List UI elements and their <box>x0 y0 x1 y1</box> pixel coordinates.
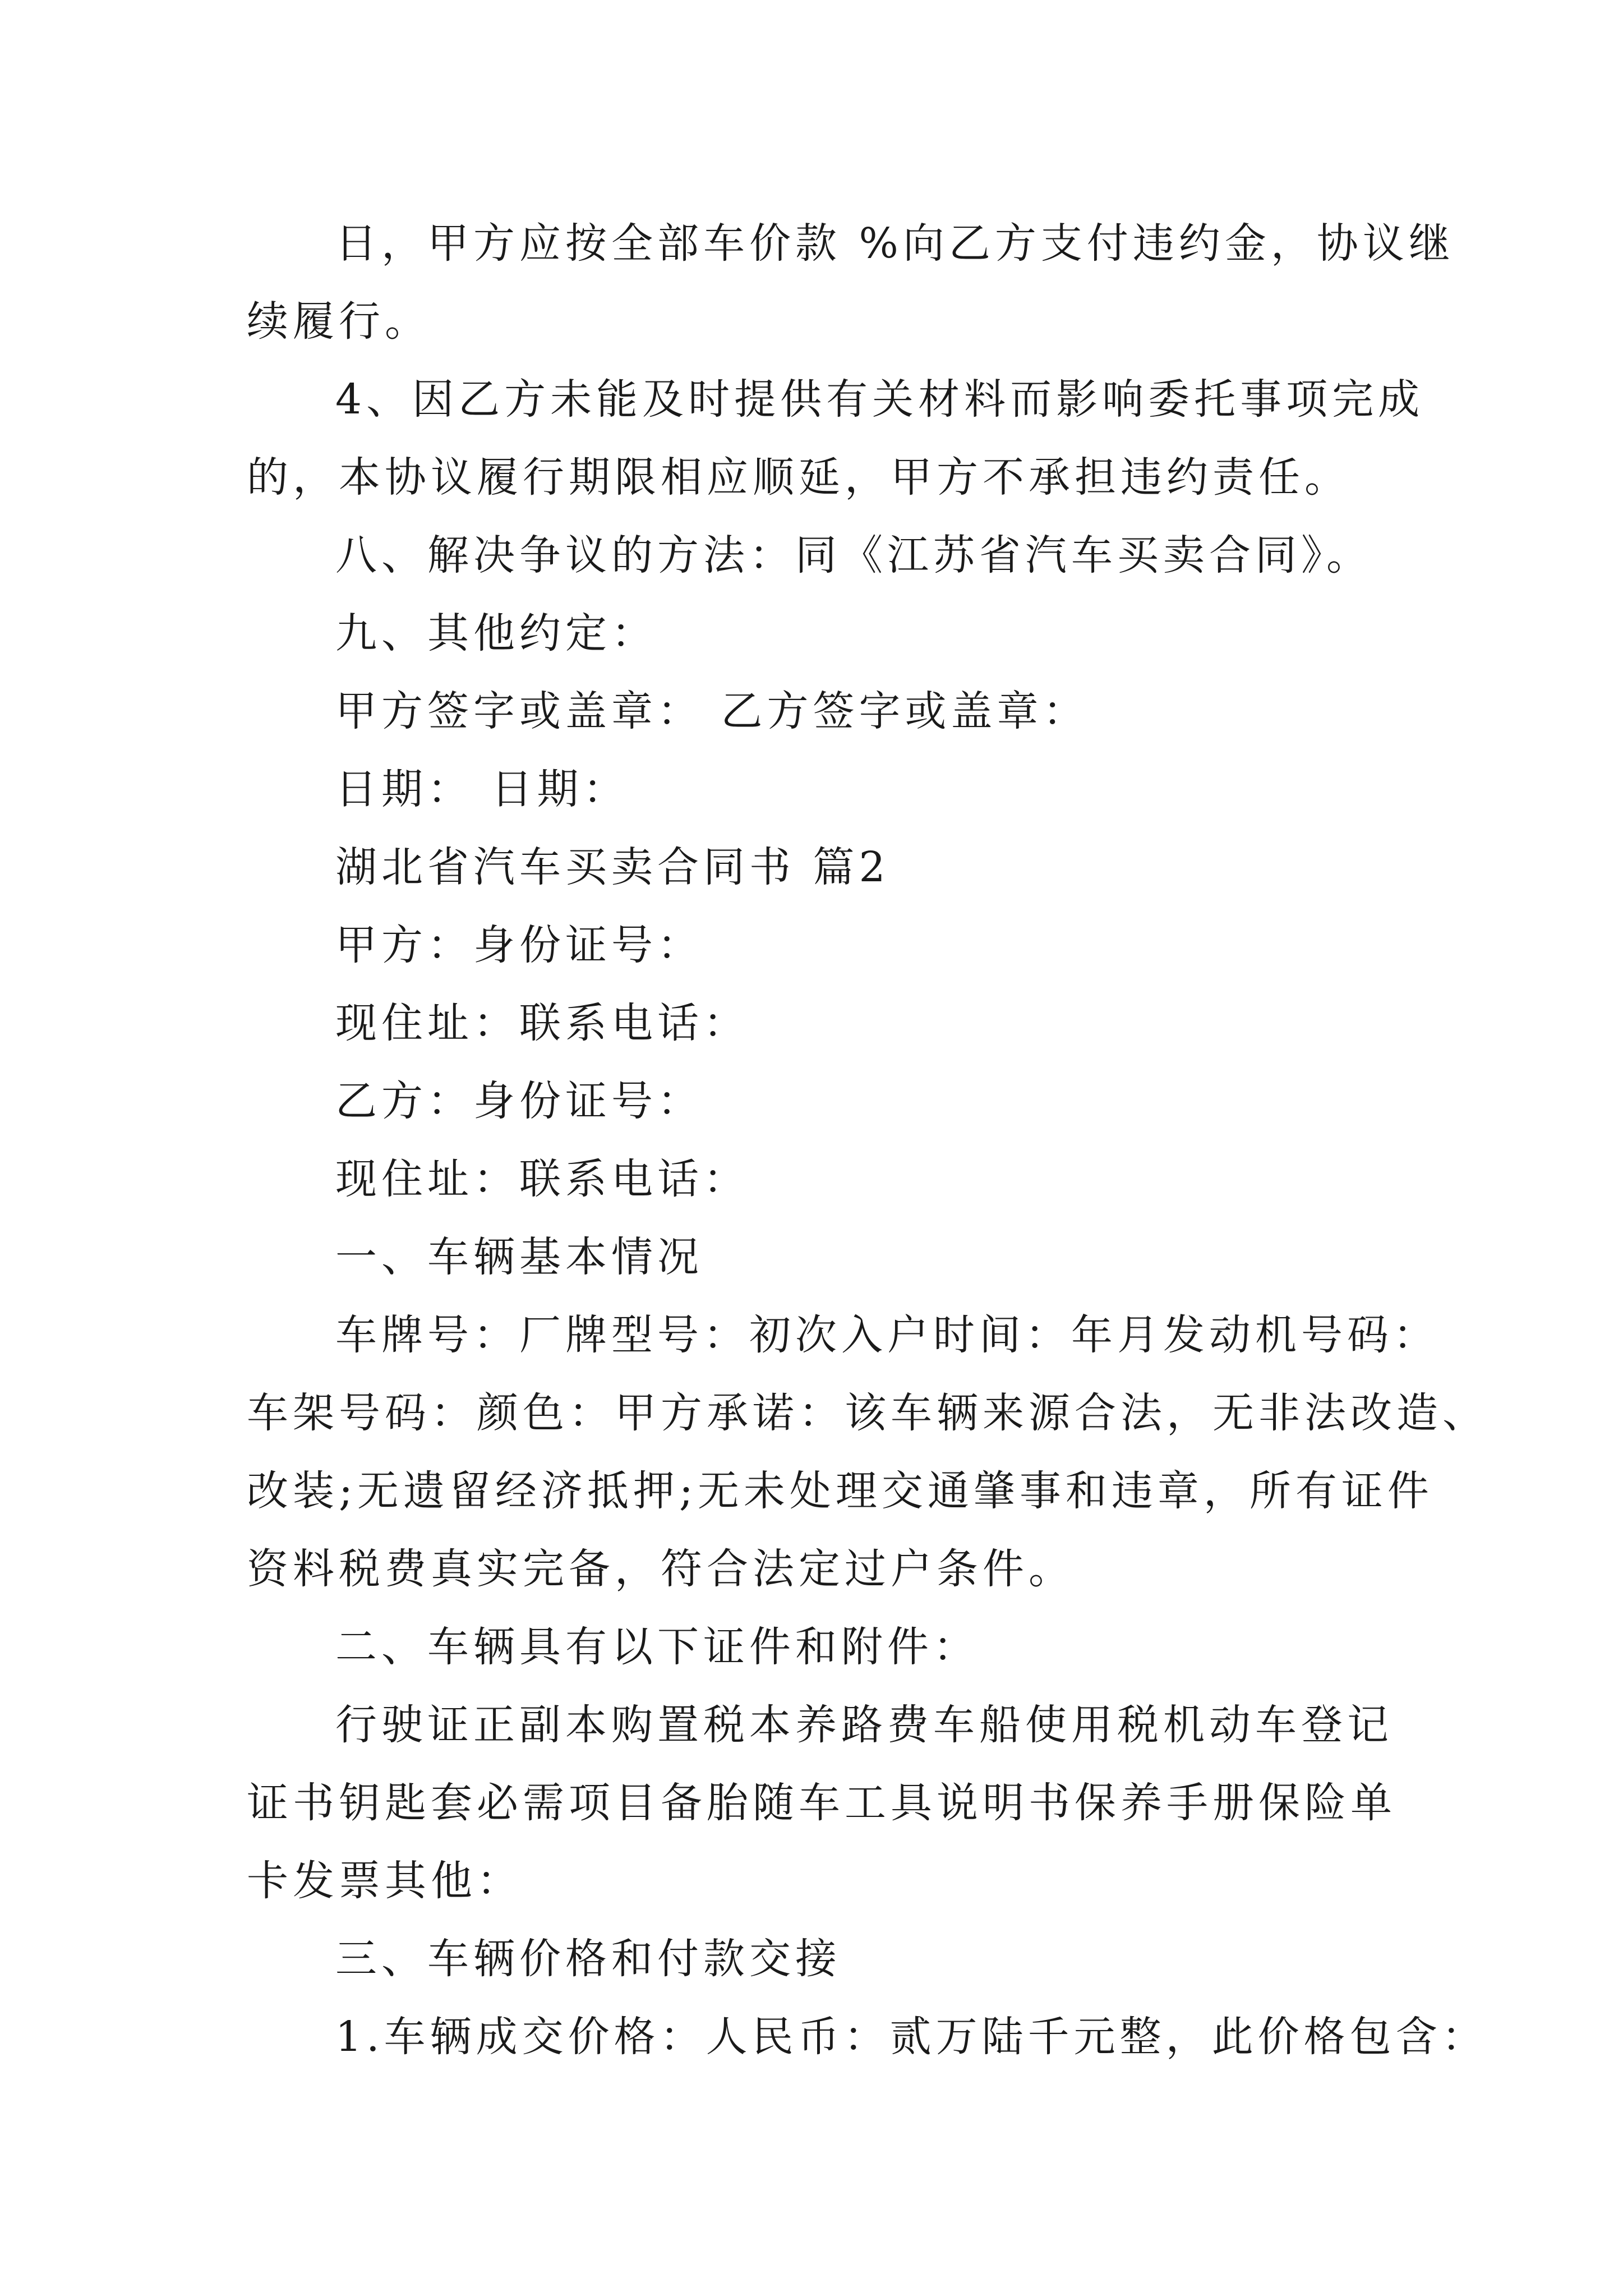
text-line: 乙方：身份证号： <box>335 1077 703 1125</box>
text-line: 4、因乙方未能及时提供有关材料而影响委托事项完成 <box>335 375 1424 424</box>
text-line: 改装;无遗留经济抵押;无未处理交通肇事和违章，所有证件 <box>247 1467 1433 1515</box>
text-line: 卡发票其他： <box>247 1857 523 1905</box>
text-line: 车牌号：厂牌型号：初次入户时间：年月发动机号码： <box>335 1311 1439 1359</box>
text-line: 资料税费真实完备，符合法定过户条件。 <box>247 1545 1075 1593</box>
section-title: 湖北省汽车买卖合同书 篇2 <box>335 843 890 891</box>
text-line: 续履行。 <box>247 297 431 346</box>
text-line: 八、解决争议的方法：同《江苏省汽车买卖合同》。 <box>335 531 1372 579</box>
section-heading: 三、车辆价格和付款交接 <box>335 1935 841 1983</box>
text-line: 行驶证正副本购置税本养路费车船使用税机动车登记 <box>335 1701 1393 1749</box>
text-line: 日，甲方应按全部车价款 %向乙方支付违约金，协议继 <box>335 219 1455 268</box>
text-line: 现住址：联系电话： <box>335 999 749 1047</box>
section-heading: 一、车辆基本情况 <box>335 1233 703 1281</box>
section-heading: 二、车辆具有以下证件和附件： <box>335 1623 979 1671</box>
text-line: 九、其他约定： <box>335 609 657 657</box>
text-line: 车架号码：颜色：甲方承诺：该车辆来源合法，无非法改造、 <box>247 1389 1488 1437</box>
date-line: 日期： 日期： <box>335 765 629 813</box>
text-line: 的，本协议履行期限相应顺延，甲方不承担违约责任。 <box>247 453 1350 501</box>
signature-line: 甲方签字或盖章： 乙方签字或盖章： <box>335 687 1089 735</box>
text-line: 甲方：身份证号： <box>335 921 703 969</box>
text-line: 证书钥匙套必需项目备胎随车工具说明书保养手册保险单 <box>247 1779 1396 1827</box>
text-line: 现住址：联系电话： <box>335 1155 749 1203</box>
text-line: 1.车辆成交价格：人民币：贰万陆千元整，此价格包含： <box>335 2013 1488 2061</box>
